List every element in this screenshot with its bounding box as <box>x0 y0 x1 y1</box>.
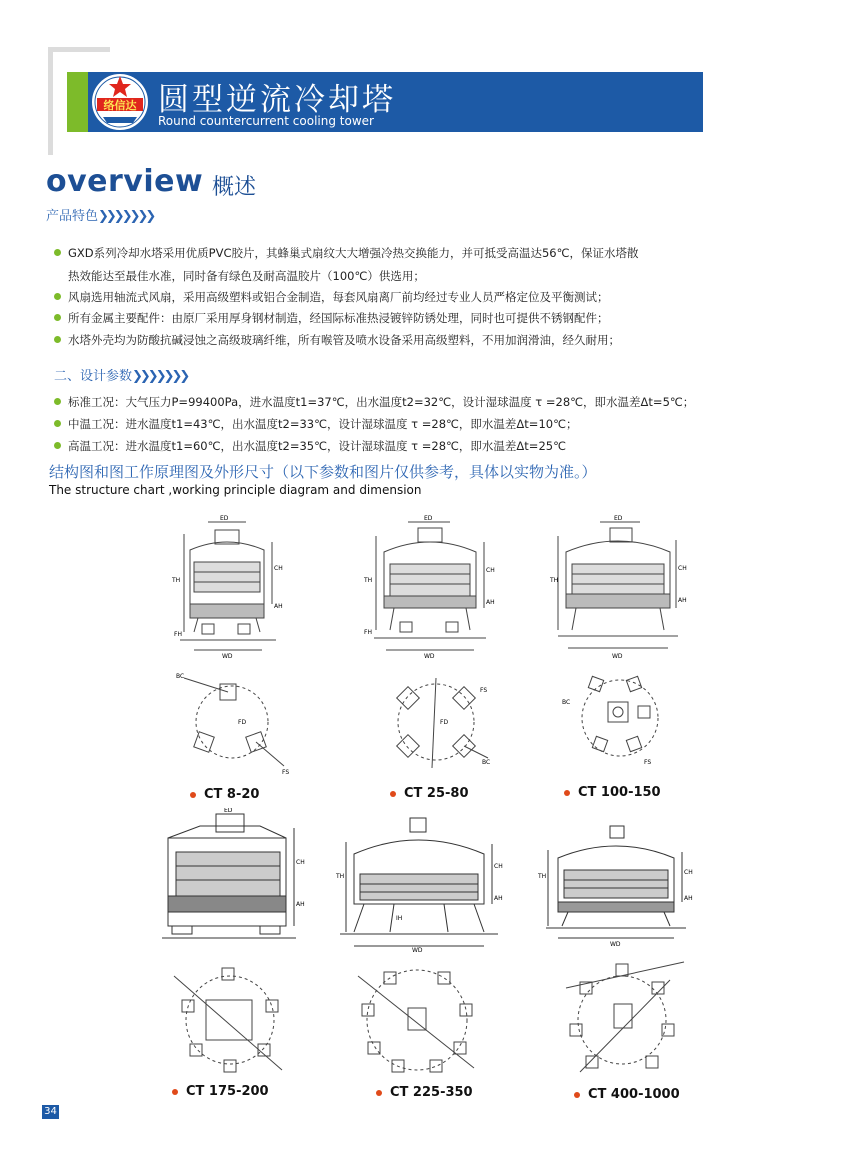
features-label: 产品特色 <box>46 209 99 224</box>
header-frame-top <box>48 47 110 52</box>
svg-text:FH: FH <box>364 629 372 636</box>
svg-text:AH: AH <box>486 599 495 606</box>
elevation-diagram-ct400-1000 <box>536 822 696 952</box>
feature-line: 风扇选用轴流式风扇，采用高级塑料或铝合金制造，每套风扇离厂前均经过专业人员严格定位及平衡测试； <box>68 290 609 304</box>
bullet-icon <box>564 790 570 796</box>
elevation-diagram-ct175-200 <box>160 808 310 948</box>
header-subtitle: Round countercurrent cooling tower <box>158 114 374 128</box>
features-heading <box>46 205 153 224</box>
svg-text:TH: TH <box>550 577 559 584</box>
header-frame-left <box>48 47 53 155</box>
svg-text:TH: TH <box>172 577 181 584</box>
overview-title-cn: 概述 <box>212 175 257 200</box>
bullet-icon <box>54 314 61 321</box>
param-line: 标准工况：大气压力P=99400Pa，进水温度t1=37℃，出水温度t2=32℃，设计湿球温度 τ =28℃，即水温差Δt=5℃； <box>68 395 695 409</box>
svg-text:FS: FS <box>644 759 652 766</box>
svg-text:CH: CH <box>296 859 305 866</box>
svg-text:CH: CH <box>684 869 693 876</box>
svg-text:FH: FH <box>174 631 182 638</box>
bullet-icon <box>376 1090 382 1096</box>
svg-text:CH: CH <box>678 565 687 572</box>
svg-text:FD: FD <box>440 719 449 726</box>
bullet-icon <box>54 293 61 300</box>
svg-text:AH: AH <box>494 895 503 902</box>
param-line: 高温工况：进水温度t1=60℃，出水温度t2=35℃，设计湿球温度 τ =28℃，即水温差Δt=25℃ <box>68 439 566 453</box>
feature-line: 水塔外壳均为防酸抗碱浸蚀之高级玻璃纤维，所有喉管及喷水设备采用高级塑料，不用加润滑油，经久耐用； <box>68 333 620 347</box>
bullet-icon <box>172 1089 178 1095</box>
svg-text:ED: ED <box>424 515 433 522</box>
svg-text:BC: BC <box>482 759 491 766</box>
plan-diagram-ct225-350 <box>352 960 482 1082</box>
svg-text:CH: CH <box>486 567 495 574</box>
svg-text:FS: FS <box>480 687 488 694</box>
diagram-caption: CT 100-150 <box>564 785 661 800</box>
header-title: 圆型逆流冷却塔 <box>158 82 396 118</box>
bullet-icon <box>54 398 61 405</box>
diagram-caption: CT 8-20 <box>190 787 259 802</box>
svg-text:TH: TH <box>336 873 345 880</box>
svg-text:ED: ED <box>614 515 623 522</box>
svg-text:CH: CH <box>274 565 283 572</box>
svg-text:TH: TH <box>538 873 547 880</box>
bullet-icon <box>574 1092 580 1098</box>
svg-text:ED: ED <box>224 808 233 814</box>
bullet-icon <box>54 249 61 256</box>
diagram-caption: CT 175-200 <box>172 1084 269 1099</box>
structure-title-en: The structure chart ,working principle diagram and dimension <box>49 483 422 497</box>
elevation-diagram-ct8-20 <box>160 512 300 662</box>
plan-diagram-ct25-80 <box>376 668 496 780</box>
diagram-caption: CT 225-350 <box>376 1085 473 1100</box>
diagram-caption: CT 400-1000 <box>574 1087 680 1102</box>
feature-line: GXD系列冷却水塔采用优质PVC胶片，其蜂巢式扇纹大大增强冷热交换能力，并可抵受高温达56℃，保证水塔散 <box>68 246 639 260</box>
plan-diagram-ct175-200 <box>170 960 290 1080</box>
logo-text: 络信达 <box>103 99 137 112</box>
structure-title-cn: 结构图和图工作原理图及外形尺寸（以下参数和图片仅供参考，具体以实物为准。） <box>49 463 597 481</box>
svg-text:TH: TH <box>364 577 373 584</box>
svg-text:FS: FS <box>282 769 290 776</box>
svg-text:WD: WD <box>222 653 233 660</box>
svg-text:WD: WD <box>612 653 623 660</box>
bullet-icon <box>54 336 61 343</box>
svg-text:ED: ED <box>220 515 229 522</box>
svg-text:FD: FD <box>238 719 247 726</box>
overview-title-en: overview <box>46 164 204 199</box>
elevation-diagram-ct25-80 <box>360 512 500 662</box>
params-label: 二、设计参数 <box>54 369 133 384</box>
chevron-right-icon: ❯❯❯❯❯❯❯ <box>132 369 188 384</box>
svg-text:BC: BC <box>562 699 571 706</box>
svg-text:WD: WD <box>412 947 423 952</box>
plan-diagram-ct400-1000 <box>560 960 690 1082</box>
diagram-caption: CT 25-80 <box>390 786 469 801</box>
bullet-icon <box>54 442 61 449</box>
svg-text:CH: CH <box>494 863 503 870</box>
company-logo <box>89 71 151 133</box>
plan-diagram-ct100-150 <box>560 668 680 780</box>
bullet-icon <box>54 420 61 427</box>
elevation-diagram-ct100-150 <box>548 512 688 662</box>
param-line: 中温工况：进水温度t1=43℃，出水温度t2=33℃，设计湿球温度 τ =28℃，即水温差Δt=10℃； <box>68 417 578 431</box>
bullet-icon <box>390 791 396 797</box>
svg-text:IH: IH <box>396 915 403 922</box>
page-number: 34 <box>42 1105 59 1119</box>
svg-text:BC: BC <box>176 673 185 680</box>
params-heading <box>54 365 187 384</box>
svg-text:AH: AH <box>274 603 283 610</box>
svg-text:WD: WD <box>610 941 621 948</box>
svg-text:AH: AH <box>684 895 693 902</box>
svg-text:AH: AH <box>678 597 687 604</box>
feature-line: 所有金属主要配件：由原厂采用厚身钢材制造，经国际标准热浸镀锌防锈处理，同时也可提供不锈钢配件； <box>68 311 609 325</box>
header-accent-bar <box>67 72 89 132</box>
svg-text:AH: AH <box>296 901 305 908</box>
svg-text:WD: WD <box>424 653 435 660</box>
bullet-icon <box>190 792 196 798</box>
feature-line: 热效能达至最佳水准，同时备有绿色及耐高温胶片（100℃）供选用； <box>68 269 425 283</box>
plan-diagram-ct8-20 <box>172 670 292 780</box>
elevation-diagram-ct225-350 <box>334 812 514 952</box>
chevron-right-icon: ❯❯❯❯❯❯❯ <box>98 209 154 224</box>
